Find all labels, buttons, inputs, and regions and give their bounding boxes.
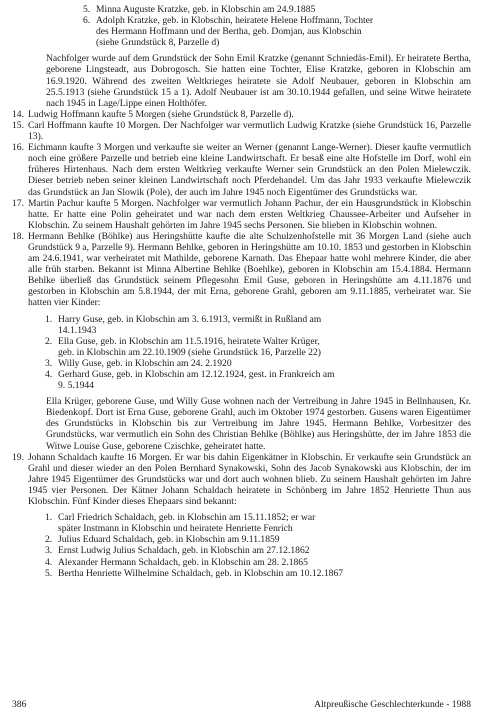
page-footer xyxy=(12,699,471,710)
entry-number: 18. xyxy=(12,230,24,242)
page-number: 386 xyxy=(12,699,27,710)
entry-14 xyxy=(12,109,471,120)
item-number: 6. xyxy=(83,15,91,27)
child-item xyxy=(12,568,471,579)
child-number: 1. xyxy=(45,512,53,524)
child-item xyxy=(12,557,471,568)
child-item xyxy=(12,545,471,556)
item-number: 5. xyxy=(83,4,91,15)
child-item xyxy=(12,358,471,369)
entry-number: 16. xyxy=(12,142,24,154)
entry-16 xyxy=(12,142,471,197)
item-line: Adolph Kratzke, geb. in Klobschin, heiratete Helene Hoffmann, Tochter xyxy=(96,15,374,27)
paragraph-nachfolger: Nachfolger wurde auf dem Grundstück der Sohn Emil Kratzke (genannt Schniedäs-Emil). Er heiratete Bertha, geborene Lingsteadt, aus Dobrogosch. Sie hatten eine Tochter, Elise Kratzke, geboren in Klobschin am 16.9.1920. Während des zweiten Weltkrieges heiratete sie Adolf Neubauer, geboren in Klobschin am 25.5.1913 (siehe Grundstück 15 a 1). Adolf Neubauer ist am 30.10.1944 gefallen, und seine Witwe heiratete nach 1945 in Lage/Lippe einen Holthöfer. xyxy=(46,53,471,109)
child-number: 3. xyxy=(45,357,53,369)
child-line: Willy Guse, geb. in Klobschin am 24. 2.1920 xyxy=(58,357,232,369)
child-item xyxy=(12,369,471,391)
child-line: Gerhard Guse, geb. in Klobschin am 12.12.1924, gest. in Frankreich am xyxy=(58,369,335,380)
entry-number: 19. xyxy=(12,451,24,463)
entry-number: 14. xyxy=(12,108,24,120)
item-line: (siehe Grundstück 8, Parzelle d) xyxy=(96,37,220,49)
child-line: Ernst Ludwig Julius Schaldach, geb. in Klobschin am 27.12.1862 xyxy=(58,545,310,557)
child-line: Harry Guse, geb. in Klobschin am 3. 6.1913, vermißt in Rußland am xyxy=(58,313,322,325)
entry-number: 17. xyxy=(12,197,24,209)
child-line: Ella Guse, geb. in Klobschin am 11.5.1916, heiratete Walter Krüger, xyxy=(58,335,320,347)
child-line: 9. 5.1944 xyxy=(58,380,94,392)
list-item xyxy=(12,15,471,48)
child-item xyxy=(12,534,471,545)
child-number: 5. xyxy=(45,567,53,579)
entry-text: Eichmann kaufte 3 Morgen und verkaufte sie weiter an Werner (genannt Lange-Werner). Dieser kaufte vermutlich noch eine größere Parzelle und betrieb eine kleine Landwirtschaft. Er besaß eine alte Hofstelle im Dorf, wohl ein früheres Hirtenhaus. Nach dem ersten Weltkrieg verkaufte Werner sein Grundstück an den Polen Mielewczik. Dieser betrieb neben seiner kleinen Landwirtschaft noch Pferdehandel. Um das Jahr 1933 verkaufte Mielewczik das Grundstück an Jan Slowik (Pole), der auch im Jahre 1945 noch Eigentümer des Grundstücks war. xyxy=(28,142,471,198)
entry-text: Carl Hoffmann kaufte 10 Morgen. Der Nachfolger war vermutlich Ludwig Kratzke (siehe Grundstück 16, Parzelle 13). xyxy=(28,119,471,143)
entry-text: Johann Schaldach kaufte 16 Morgen. Er war bis dahin Eigenkätner in Klobschin. Er verkaufte sein Grundstück an Grahl und dieser wieder an den Polen Bernhard Synakowski, Sohn des Jacob Synakowski aus Klobschin, der im Jahre 1945 Eigentümer des Grundstücks war und dort auch wohnen blieb. Zu seinem Haushalt gehörten im Jahre 1945 vier Personen. Der Kätner Johann Schaldach heiratete in Schönberg im Jahre 1852 Henriette Thun aus Klobschin. Fünf Kinder dieses Ehepaars sind bekannt: xyxy=(28,451,471,508)
paragraph-ella: Ella Krüger, geborene Guse, und Willy Guse wohnen nach der Vertreibung in Jahre 1945 in Bellnhausen, Kr. Biedenkopf. Dort ist Erna Guse, geborene Grahl, auch im Oktober 1974 gestorben. Gusens waren Eigentümer des Grundstücks in Klobschin bis zur Vertreibung im Jahre 1945. Hermann Behlke, Vorbesitzer des Grundstücks, war vermutlich ein Sohn des Christian Behlke (Böhlke) aus Heringshütte, der im Jahre 1853 die Witwe Louise Guse, geborene Czischke, geheiratet hatte. xyxy=(46,396,471,452)
child-number: 4. xyxy=(45,369,53,380)
entry-17 xyxy=(12,198,471,231)
child-number: 2. xyxy=(45,534,53,546)
entry-number: 15. xyxy=(12,119,24,131)
page-content xyxy=(12,4,471,579)
child-item xyxy=(12,336,471,358)
child-item xyxy=(12,314,471,336)
entry-text: Martin Pachur kaufte 5 Morgen. Nachfolger war vermutlich Johann Pachur, der ein Hausgrundstück in Klobschin hatte. Er hatte eine Polin geheiratet und war nach dem ersten Weltkrieg Chaussee-Arbeiter und Aufseher in Klobschin. Zu seinem Haushalt gehörten im Jahre 1945 sechs Personen. Sie blieben in Klobschin wohnen. xyxy=(28,197,471,231)
child-line: 14.1.1943 xyxy=(58,324,97,336)
child-number: 4. xyxy=(45,556,53,568)
child-line: geb. in Klobschin am 22.10.1909 (siehe Grundstück 16, Parzelle 22) xyxy=(58,346,321,358)
child-number: 3. xyxy=(45,545,53,557)
entry-text: Ludwig Hoffmann kaufte 5 Morgen (siehe Grundstück 8, Parzelle d). xyxy=(28,108,294,120)
child-line: Alexander Hermann Schaldach, geb. in Klobschin am 28. 2.1865 xyxy=(58,556,308,568)
child-number: 1. xyxy=(45,313,53,325)
item-line: des Hermann Hoffmann und der Bertha, geb. Domjan, aus Klobschin xyxy=(96,26,362,38)
entry-text: Hermann Behlke (Böhlke) aus Heringshütte kaufte die alte Schulzenhofstelle mit 36 Morgen Land (siehe auch Grundstück 9 a, Parzelle 9). Hermann Behlke, geboren in Heringshütte am 10.10. 1853 und gestorben in Klobschin am 24.6.1941, war verheiratet mit Mathilde, geborene Karnath. Das Ehepaar hatte wohl mehrere Kinder, die aber alle früh starben. Bekannt ist Minna Albertine Behlke (Boehlke), geboren in Klobschin am 15.4.1884. Hermann Behlke überließ das Grundstück seinem Pflegesohn Emil Guse, geboren in Heringshütte am 4.11.1876 und gestorben in Klobschin am 5.8.1944, der mit Erna, geborene Grahl, geboren am 9.11.1885, verheiratet war. Sie hatten vier Kinder: xyxy=(28,230,471,309)
child-number: 2. xyxy=(45,335,53,347)
entry-15 xyxy=(12,120,471,142)
child-line: Bertha Henriette Wilhelmine Schaldach, geb. in Klobschin am 10.12.1867 xyxy=(58,567,344,579)
item-line: Minna Auguste Kratzke, geb. in Klobschin am 24.9.1885 xyxy=(96,4,316,15)
child-item xyxy=(12,512,471,534)
child-line: Julius Eduard Schaldach, geb. in Klobschin am 9.11.1859 xyxy=(58,534,280,546)
child-line: später Instmann in Klobschin und heiratete Henriette Fenrich xyxy=(58,523,293,535)
entry-18 xyxy=(12,231,471,309)
child-line: Carl Friedrich Schaldach, geb. in Klobschin am 15.11.1852; er war xyxy=(58,512,316,524)
entry-19 xyxy=(12,452,471,507)
journal-title: Altpreußische Geschlechterkunde - 1988 xyxy=(314,699,471,710)
list-item xyxy=(12,4,471,15)
